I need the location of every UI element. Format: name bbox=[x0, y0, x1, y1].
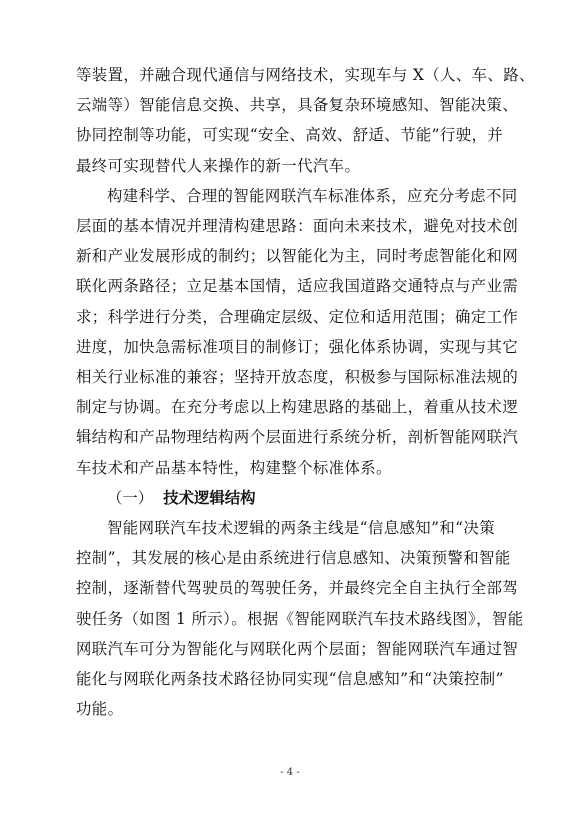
text-line: 求；科学进行分类，合理确定层级、定位和适用范围；确定工作 bbox=[76, 307, 519, 326]
section-title: 技术逻辑结构 bbox=[163, 488, 256, 507]
text-line: 联化两条路径；立足基本国情，适应我国道路交通特点与产业需 bbox=[76, 277, 519, 296]
text-line: 云端等）智能信息交换、共享，具备复杂环境感知、智能决策、 bbox=[76, 96, 519, 115]
text-line: 协同控制等功能，可实现“安全、高效、舒适、节能”行驶，并 bbox=[76, 126, 504, 145]
text-line: 功能。 bbox=[76, 700, 124, 719]
text-line: 车技术和产品基本特性，构建整个标准体系。 bbox=[76, 458, 392, 477]
text-line: 控制”，其发展的核心是由系统进行信息感知、决策预警和智能 bbox=[76, 549, 511, 568]
text-line: 相关行业标准的兼容；坚持开放态度，积极参与国际标准法规的 bbox=[76, 368, 519, 387]
paragraph-technical-logic bbox=[76, 513, 524, 724]
paragraph-standard-system bbox=[76, 181, 519, 483]
text-line: 网联汽车可分为智能化与网联化两个层面；智能网联汽车通过智 bbox=[76, 639, 519, 658]
text-line: 智能网联汽车技术逻辑的两条主线是“信息感知”和“决策 bbox=[107, 519, 495, 538]
text-line: 层面的基本情况并理清构建思路：面向未来技术，避免对技术创 bbox=[76, 217, 519, 236]
text-line: 等装置，并融合现代通信与网络技术，实现车与 X（人、车、路、 bbox=[76, 66, 535, 84]
text-line: 能化与网联化两条技术路径协同实现“信息感知”和“决策控制” bbox=[76, 670, 504, 689]
text-line: 新和产业发展形成的制约；以智能化为主，同时考虑智能化和网 bbox=[76, 247, 519, 266]
text-line: 辑结构和产品物理结构两个层面进行系统分析，剖析智能网联汽 bbox=[76, 428, 519, 447]
text-line: 控制，逐渐替代驾驶员的驾驶任务，并最终完全自主执行全部驾 bbox=[76, 579, 519, 598]
text-line: 驶任务（如图 1 所示）。根据《智能网联汽车技术路线图》，智能 bbox=[76, 609, 524, 628]
paragraph-intro-continuation bbox=[76, 60, 535, 181]
text-line: 制定与协调。在充分考虑以上构建思路的基础上，着重从技术逻 bbox=[76, 398, 519, 417]
page-number: - 4 - bbox=[280, 767, 300, 778]
document-body bbox=[76, 60, 535, 724]
text-line: 进度，加快急需标准项目的制修订；强化体系协调，实现与其它 bbox=[76, 337, 519, 356]
section-heading bbox=[76, 483, 508, 513]
text-line: 构建科学、合理的智能网联汽车标准体系，应充分考虑不同 bbox=[107, 186, 518, 205]
section-number: （一） bbox=[107, 488, 154, 507]
text-line: 最终可实现替代人来操作的新一代汽车。 bbox=[76, 156, 361, 175]
